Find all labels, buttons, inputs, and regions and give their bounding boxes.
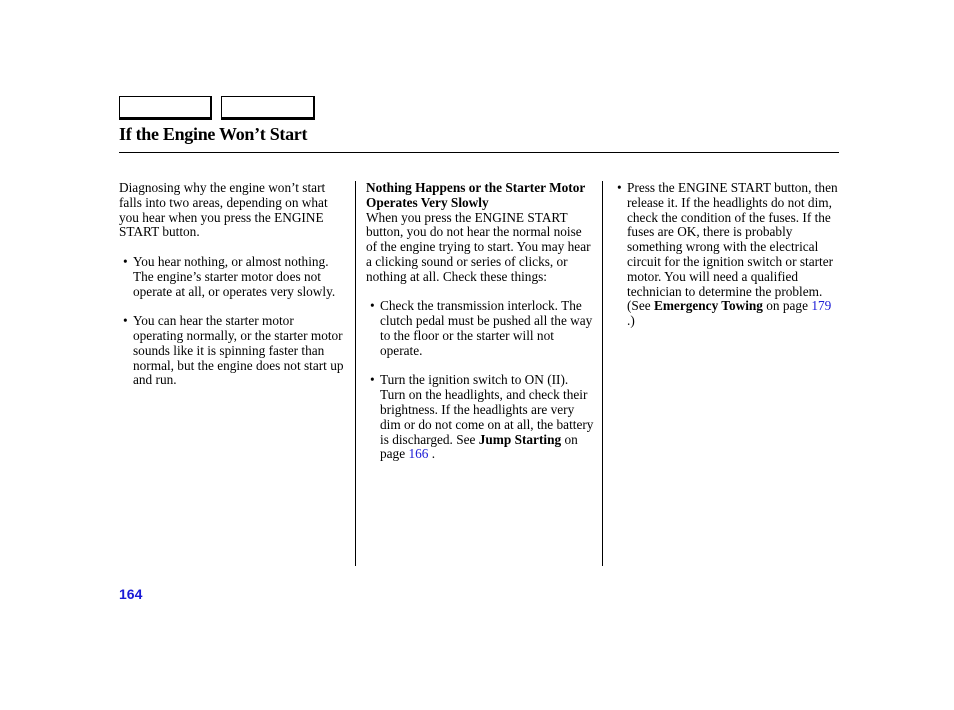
list-item-text: [380, 373, 594, 462]
list-item-body: Turn the ignition switch to ON (II). Turn on the headlights, and check their brightness. If the headlights are very dim or do not come on at all, the battery is discharged. See: [380, 372, 594, 447]
page-title: If the Engine Won’t Start: [119, 124, 308, 144]
bullet-icon: •: [123, 253, 128, 269]
list-item-text: Check the transmission interlock. The clutch pedal must be pushed all the way to the floor or the starter will not operate.: [380, 298, 593, 358]
subsection-paragraph: When you press the ENGINE START button, you do not hear the normal noise of the engine trying to start. You may hear a clicking sound or series of clicks, or nothing at all. Check these things:: [366, 209, 591, 284]
list-item-text: You can hear the starter motor operating normally, or the starter motor sounds like it is spinning faster than normal, but the engine does not start up and run.: [133, 313, 344, 388]
column-divider: [355, 181, 356, 566]
list-item: [613, 181, 841, 329]
list-item: [366, 299, 594, 358]
cross-reference-title: Emergency Towing: [653, 298, 763, 314]
nav-button-main-menu[interactable]: [119, 96, 212, 120]
list-item: [119, 255, 345, 299]
column-3: [613, 181, 841, 329]
punctuation: .: [431, 446, 436, 462]
cross-reference-title: Jump Starting: [478, 431, 562, 447]
title-divider: [119, 152, 839, 153]
nav-button-table-of-contents[interactable]: [221, 96, 315, 120]
page-number: 164: [119, 586, 143, 602]
list-item-text: You hear nothing, or almost nothing. The engine’s starter motor does not operate at all, or operates very slowly.: [133, 253, 336, 299]
on-page-text: on page: [766, 298, 808, 314]
column-1: [119, 181, 345, 388]
column-2: [366, 181, 594, 462]
subsection-heading: Nothing Happens or the Starter Motor Operates Very Slowly: [366, 180, 586, 210]
column-divider: [602, 181, 603, 566]
list-item: [119, 314, 345, 388]
bullet-icon: •: [617, 180, 622, 195]
list-item-text: [627, 181, 841, 329]
on-page-text: on page: [380, 431, 578, 462]
list-item: [366, 373, 594, 462]
list-item-body: Press the ENGINE START button, then release it. If the headlights do not dim, check the condition of the fuses. If the fuses are OK, there is probably something wrong with the electrical circuit for the ignition switch or starter motor. You will need a qualified technician to determine the problem. (See: [627, 180, 838, 314]
intro-paragraph: Diagnosing why the engine won’t start falls into two areas, depending on what you hear when you press the ENGINE START button.: [119, 180, 328, 240]
bullet-icon: •: [370, 372, 375, 388]
punctuation: .): [627, 313, 635, 329]
page-link-emergency-towing[interactable]: 179: [811, 298, 832, 314]
page-link-jump-starting[interactable]: 166: [408, 446, 429, 462]
bullet-icon: •: [123, 313, 128, 329]
bullet-icon: •: [370, 298, 375, 314]
